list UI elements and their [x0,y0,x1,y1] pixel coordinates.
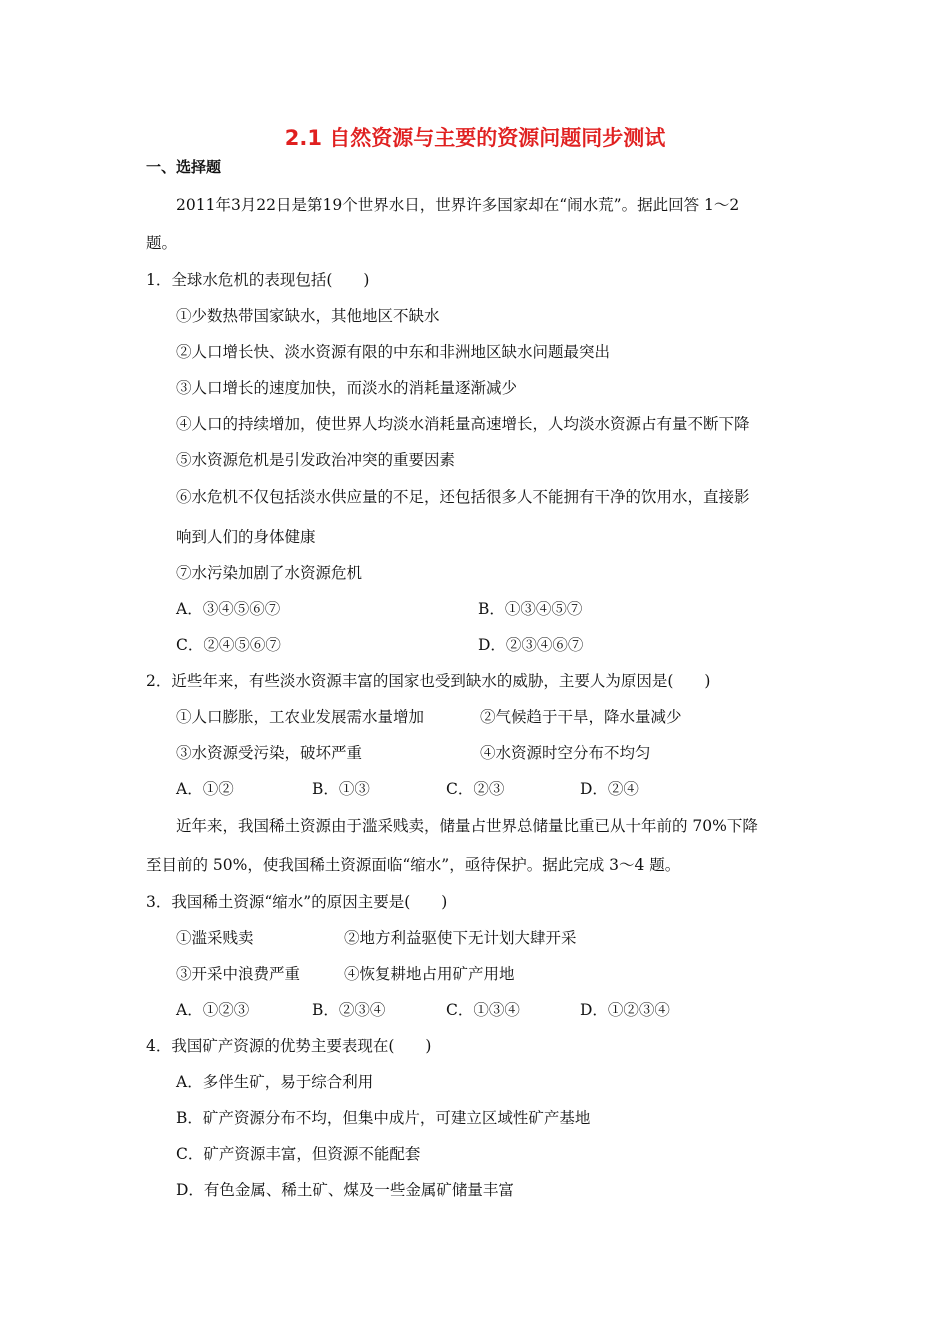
question-4-option-d: D．有色金属、稀土矿、煤及一些金属矿储量丰富 [176,1181,514,1199]
question-3-option-d: D．①②③④ [580,1001,670,1019]
question-1-item: ①少数热带国家缺水，其他地区不缺水 [176,307,440,325]
document-title: 2.1 自然资源与主要的资源问题同步测试 [284,126,666,150]
question-1-item: ⑤水资源危机是引发政治冲突的重要因素 [176,451,456,469]
question-2-option-d: D．②④ [580,780,639,798]
question-4-option-c: C．矿产资源丰富，但资源不能配套 [176,1145,421,1163]
question-2-option-a: A．①② [176,780,234,798]
question-2-option-b: B．①③ [312,780,370,798]
question-4-option-a: A．多伴生矿，易于综合利用 [176,1073,374,1091]
question-1-item: ②人口增长快、淡水资源有限的中东和非洲地区缺水问题最突出 [176,343,611,361]
question-1-option-a: A．③④⑤⑥⑦ [176,600,281,618]
question-2-option-c: C．②③ [446,780,505,798]
question-2-item: ②气候趋于干旱，降水量减少 [480,708,682,726]
question-2-item: ④水资源时空分布不均匀 [480,744,651,762]
question-3-option-a: A．①②③ [176,1001,250,1019]
question-2-stem: 2．近些年来，有些淡水资源丰富的国家也受到缺水的威胁，主要人为原因是( ) [146,672,711,690]
question-1-item: ③人口增长的速度加快，而淡水的消耗量逐渐减少 [176,379,518,397]
question-1-option-c: C．②④⑤⑥⑦ [176,636,281,654]
question-4-option-b: B．矿产资源分布不均，但集中成片，可建立区域性矿产基地 [176,1109,591,1127]
question-1-option-d: D．②③④⑥⑦ [478,636,584,654]
question-4-stem: 4．我国矿产资源的优势主要表现在( ) [146,1037,432,1055]
question-3-stem: 3．我国稀土资源“缩水”的原因主要是( ) [146,893,448,911]
intro-passage-2-line-1: 近年来，我国稀土资源由于滥采贱卖，储量占世界总储量比重已从十年前的 70%下降 [176,817,758,835]
question-2-item: ①人口膨胀，工农业发展需水量增加 [176,708,425,726]
question-3-item: ④恢复耕地占用矿产用地 [344,965,515,983]
question-1-item: ⑥水危机不仅包括淡水供应量的不足，还包括很多人不能拥有干净的饮用水，直接影 [176,488,750,506]
question-3-item: ①滥采贱卖 [176,929,254,947]
question-3-option-b: B．②③④ [312,1001,386,1019]
question-1-stem: 1．全球水危机的表现包括( ) [146,271,370,289]
question-1-item-continued: 响到人们的身体健康 [176,528,316,546]
question-1-option-b: B．①③④⑤⑦ [478,600,583,618]
question-2-item: ③水资源受污染，破坏严重 [176,744,363,762]
section-heading: 一、选择题 [146,158,222,176]
intro-passage-2-line-2: 至目前的 50%，使我国稀土资源面临“缩水”，亟待保护。据此完成 3～4 题。 [146,856,681,874]
intro-passage-1-line-1: 2011年3月22日是第19个世界水日，世界许多国家却在“闹水荒”。据此回答 1～2 [176,196,740,214]
question-1-item: ⑦水污染加剧了水资源危机 [176,564,363,582]
question-3-option-c: C．①③④ [446,1001,520,1019]
question-3-item: ②地方利益驱使下无计划大肆开采 [344,929,577,947]
question-3-item: ③开采中浪费严重 [176,965,301,983]
intro-passage-1-line-2: 题。 [146,234,178,252]
question-1-item: ④人口的持续增加，使世界人均淡水消耗量高速增长，人均淡水资源占有量不断下降 [176,415,750,433]
